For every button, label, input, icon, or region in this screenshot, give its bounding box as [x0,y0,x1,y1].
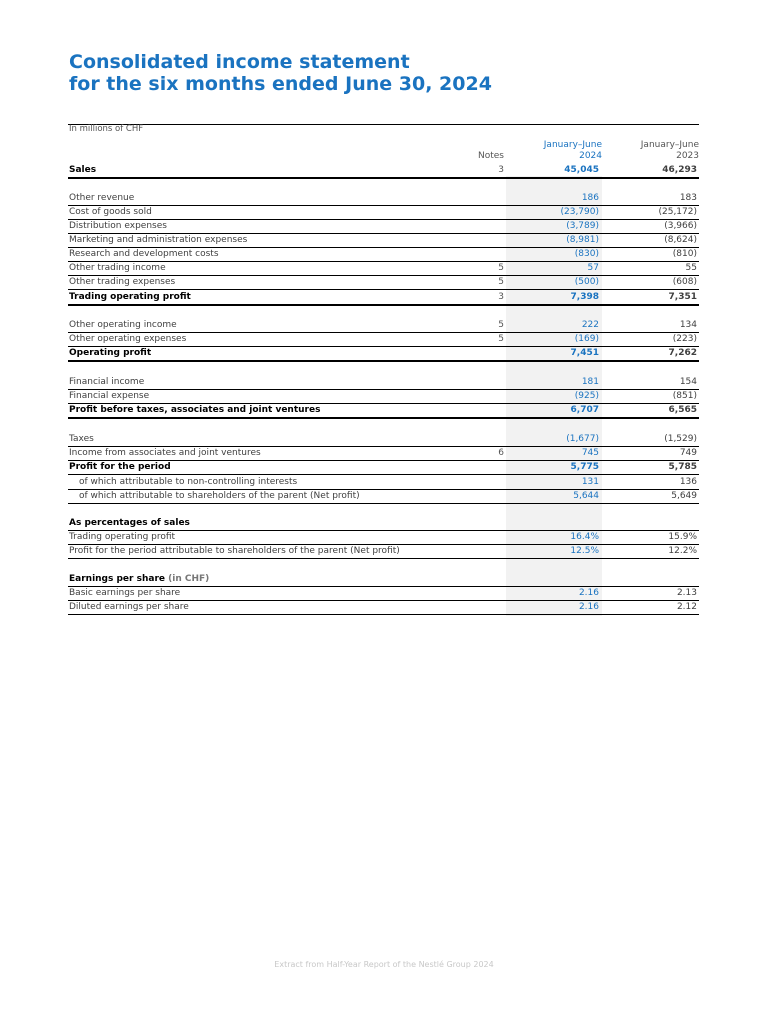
row-value-2023: (608) [672,277,697,287]
row-value-2023: (223) [672,334,697,344]
row-value-2023: (25,172) [658,207,697,217]
row-note: 6 [498,448,504,458]
row-value-2024: (500) [574,277,599,287]
page-title [69,51,492,95]
table-row [68,191,699,206]
table-row [68,219,699,234]
table-row [68,318,699,333]
row-note: 3 [498,165,504,175]
row-label: Financial income [69,377,145,387]
row-value-2024: 745 [581,448,599,458]
row-label: of which attributable to non-controlling interests [79,477,298,487]
table-row [68,163,699,179]
section-heading [68,516,699,531]
row-value-2023: (810) [672,249,697,259]
row-label: Marketing and administration expenses [69,235,248,245]
row-value-2024: (169) [574,334,599,344]
row-value-2024: 5,644 [573,491,599,501]
row-label: Profit for the period attributable to shareholders of the parent (Net profit) [69,546,400,556]
row-value-2024: (8,981) [566,235,599,245]
row-value-2024: 186 [581,193,599,203]
row-label: Income from associates and joint ventures [69,448,261,458]
title-line-2: for the six months ended June 30, 2024 [69,73,492,95]
column-header-2023-year: 2023 [676,151,699,161]
row-value-2023: (1,529) [664,434,697,444]
row-label: Trading operating profit [69,292,191,302]
row-value-2024: (3,789) [566,221,599,231]
row-value-2023: 136 [679,477,697,487]
row-value-2023: 154 [679,377,697,387]
row-value-2024: 6,707 [570,405,599,415]
page-footer: Extract from Half-Year Report of the Nestlé Group 2024 [274,960,494,969]
row-value-2023: (8,624) [664,235,697,245]
row-note: 5 [498,263,504,273]
eps-heading-text: Earnings per share [69,574,165,584]
table-row [68,475,699,490]
row-label: Operating profit [69,348,152,358]
row-value-2023: 7,351 [668,292,697,302]
table-row [68,489,699,504]
table-row [68,432,699,447]
row-value-2023: 46,293 [662,165,697,175]
table-row [68,346,699,362]
table-row [68,460,699,475]
table-row [68,205,699,220]
row-label: Taxes [69,434,94,444]
row-value-2023: 749 [679,448,697,458]
row-label: Profit before taxes, associates and joint ventures [69,405,321,415]
row-label: Other operating expenses [69,334,187,344]
table-row [68,233,699,248]
row-value-2023: 134 [679,320,697,330]
row-value-2024: 181 [581,377,599,387]
row-value-2024: 2.16 [578,602,599,612]
column-header-2024 [506,140,602,162]
row-value-2024: 45,045 [564,165,599,175]
row-note: 5 [498,334,504,344]
row-label: Other trading income [69,263,166,273]
row-value-2023: 7,262 [668,348,697,358]
row-note: 5 [498,277,504,287]
row-value-2024: (925) [574,391,599,401]
row-value-2024: 2.16 [578,588,599,598]
row-value-2024: 5,775 [570,462,599,472]
row-label: Trading operating profit [69,532,176,542]
row-note: 3 [498,292,504,302]
row-value-2024: (830) [574,249,599,259]
row-value-2023: (851) [672,391,697,401]
row-value-2024: (23,790) [560,207,599,217]
table-row [68,403,699,419]
row-value-2023: 2.12 [676,602,697,612]
row-value-2023: 12.2% [668,546,697,556]
table-row [68,600,699,615]
row-label: Cost of goods sold [69,207,152,217]
table-row [68,275,699,290]
row-value-2024: (1,677) [566,434,599,444]
table-row [68,389,699,404]
row-label: of which attributable to shareholders of the parent (Net profit) [79,491,360,501]
row-label: Distribution expenses [69,221,167,231]
row-value-2023: (3,966) [664,221,697,231]
table-row [68,247,699,262]
section-heading [68,572,699,587]
row-value-2023: 55 [685,263,697,273]
title-line-1: Consolidated income statement [69,51,410,73]
row-value-2023: 5,649 [671,491,697,501]
row-value-2024: 16.4% [570,532,599,542]
table-row [68,446,699,461]
row-value-2023: 6,565 [668,405,697,415]
row-value-2024: 57 [587,263,599,273]
eps-heading-unit: (in CHF) [168,574,210,584]
row-label: Financial expense [69,391,150,401]
table-row [68,586,699,601]
row-label: Profit for the period [69,462,171,472]
notes-column-header: Notes [478,151,504,161]
row-value-2024: 7,398 [570,292,599,302]
table-row [68,544,699,559]
row-value-2023: 5,785 [668,462,697,472]
column-header-2024-period: January–June [543,140,602,150]
row-value-2024: 131 [581,477,599,487]
table-row [68,290,699,306]
column-header-2023 [604,140,699,162]
row-value-2023: 2.13 [676,588,697,598]
row-value-2024: 7,451 [570,348,599,358]
table-row [68,530,699,545]
row-label: Diluted earnings per share [69,602,189,612]
row-value-2024: 12.5% [570,546,599,556]
row-label: Research and development costs [69,249,219,259]
row-label: Other operating income [69,320,177,330]
unit-label: In millions of CHF [69,124,144,134]
row-label: Sales [69,165,97,175]
row-label: Other revenue [69,193,135,203]
table-row [68,375,699,390]
column-header-2024-year: 2024 [579,151,602,161]
table-row [68,332,699,347]
top-rule [68,124,699,125]
row-label: As percentages of sales [69,518,190,528]
row-value-2024: 222 [581,320,599,330]
column-header-2023-period: January–June [640,140,699,150]
row-label: Other trading expenses [69,277,176,287]
row-label [69,572,209,586]
row-label: Basic earnings per share [69,588,181,598]
row-note: 5 [498,320,504,330]
row-value-2023: 15.9% [668,532,697,542]
row-value-2023: 183 [679,193,697,203]
table-row [68,261,699,276]
